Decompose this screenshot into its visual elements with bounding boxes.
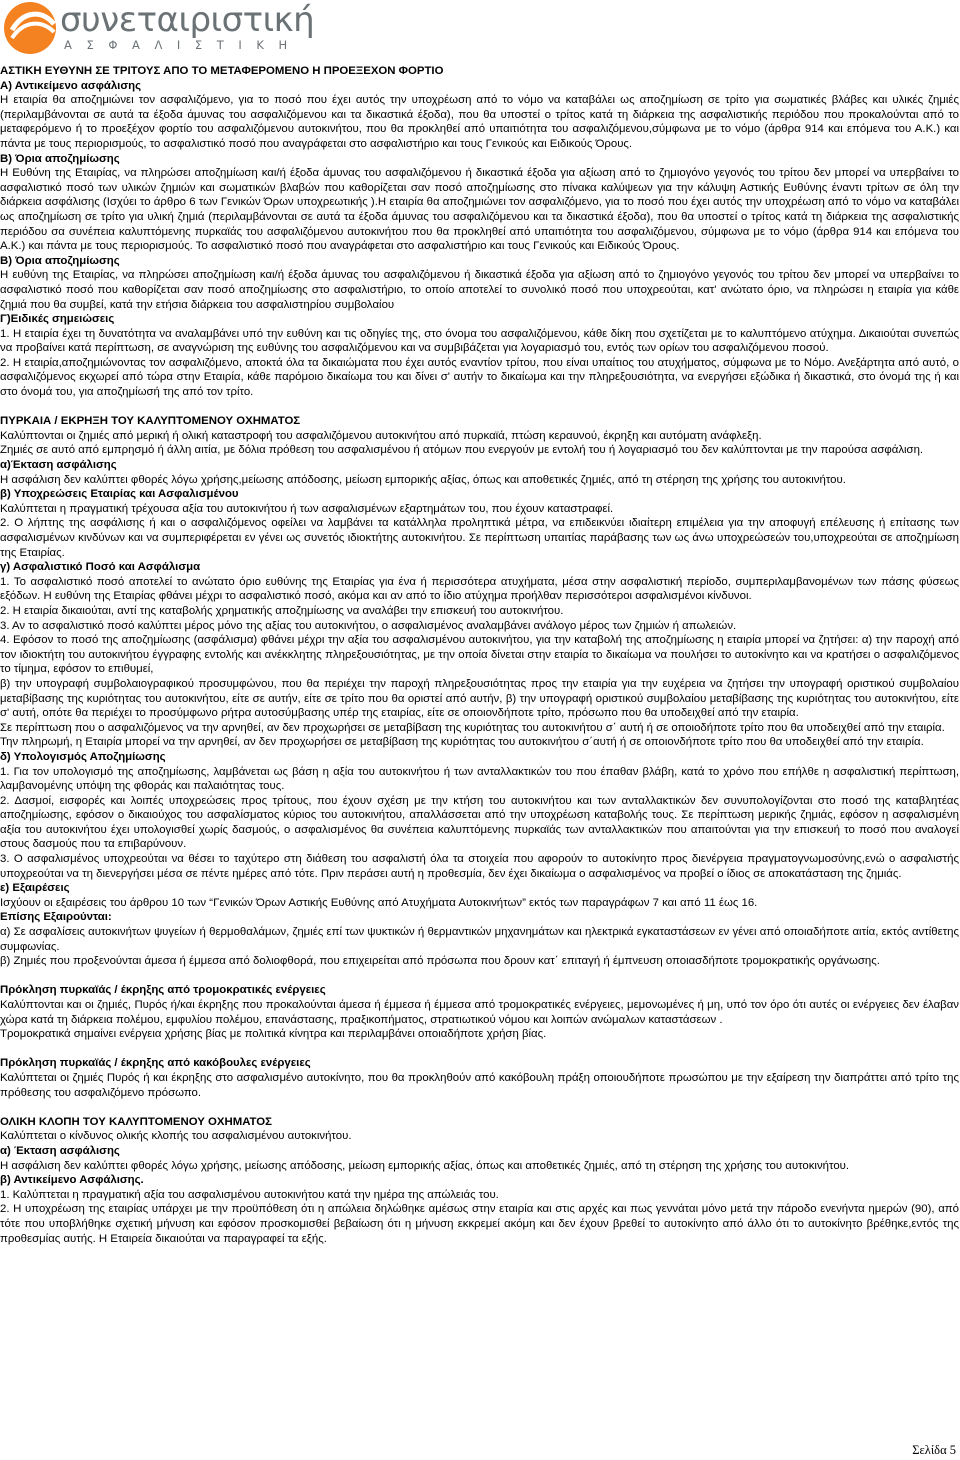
section-heading: β) Υποχρεώσεις Εταιρίας και Ασφαλισμένου (0, 488, 239, 501)
paragraph: Η ασφάλιση δεν καλύπτει φθορές λόγω χρήσης,μείωσης απόδοσης, μείωση εμπορικής αξίας, όπως και αποθετικές ζημιές, από τη στέρηση της χρήσης του αυτοκινήτου. (0, 473, 846, 486)
paragraph: Ζημιές σε αυτό από εμπρησμό ή άλλη αιτία, με δόλια πρόθεση του ασφαλισμένου ή ατόμων που ενεργούν με εντολή του ή λογαριασμό του δεν καλύπτονται με την παρούσα ασφάλιση. (0, 444, 924, 457)
paragraph: 1. Για τον υπολογισμό της αποζημίωσης, λαμβάνεται ως βάση η αξία του αυτοκινήτου ή των ανταλλακτικών του που έπαθαν βλάβη, κατά το χρόνο που επήλθε η ασφαλιστική περίπτωση, λαμβανομένης υπόψη της φθοράς και παλαιότητας τους. (0, 765, 959, 793)
section-heading: δ) Υπολογισμός Αποζημίωσης (0, 750, 166, 763)
paragraph: β) Ζημιές που προξενούνται άμεσα ή έμμεσα από δολιοφθορά, που επιχειρείται από πρόσωπα που δρουν κατ΄ επιταγή ή έμπνευση οποιασδήποτε τρομοκρατικής οργάνωσης. (0, 955, 880, 968)
paragraph: Καλύπτονται και οι ζημιές, Πυρός ή/και έκρηξης που προκαλούνται άμεσα ή έμμεσα ή έμμεσα από τρομοκρατικές ενέργειες, μεμονωμένες ή μη, υπό τον όρο ότι αυτές οι ενέργειες δεν έλαβαν χώρα κατά τη διάρκεια πολέμου, εμφυλίου πολέμου, επανάστασης, πραξικοπήματος, στρατιωτικού νόμου και λοιπών ανώμαλων καταστάσεων . (0, 999, 959, 1026)
paragraph: Η εταιρία θα αποζημιώνει τον ασφαλιζόμενο, για το ποσό που έχει αυτός την υποχρέωση από το νόμο να καταβάλει ως αποζημίωση σε τρίτο για σωματικές βλάβες και υλικές ζημιές (περιλαμβάνονται σε αυτά τα έξοδα άμυνας του ασφαλιζόμενου και τα δικαστικά έξοδα), που θα υποστεί ο τρίτος κατά τη διάρκεια της ασφαλιστικής περιόδου που προκαλούνται από το μεταφερόμενο ή το προεξέχον φορτίο του ασφαλιζόμενου αυτοκινήτου, που θα προκληθεί από υπαιτιότητα του ασφαλιζόμενου,σύμφωνα με το νόμο (άρθρα 914 και επόμενα του Α.Κ.) και πάντα με τους περιορισμούς, το ασφαλιστικό ποσό που αναγράφεται στο ασφαλιστήριο και τους Γενικούς και Ειδικούς Όρους. (0, 94, 959, 150)
company-name: συνεταιριστική (60, 0, 315, 40)
paragraph-gap (0, 400, 959, 415)
paragraph: Την πληρωμή, η Εταιρία μπορεί να την αρνηθεί, αν δεν προχωρήσει σε μεταβίβαση της κυριότητας του αυτοκινήτου σ΄αυτή ή σε οποιονδήποτε τρίτο που θα υποδειχθεί από την εταιρία. (0, 736, 924, 749)
paragraph-gap (0, 1100, 959, 1115)
section-heading: α) Έκταση ασφάλισης (0, 1144, 120, 1157)
paragraph-gap (0, 1042, 959, 1057)
paragraph: Καλύπτεται ο κίνδυνος ολικής κλοπής του ασφαλισμένου αυτοκινήτου. (0, 1130, 352, 1143)
section-heading: ε) Εξαιρέσεις (0, 882, 70, 895)
paragraph: Καλύπτονται οι ζημιές από μερική ή ολική καταστροφή του ασφαλιζόμενου αυτοκινήτου από πυρκαϊά, πτώση κεραυνού, έκρηξη και αυτόματη ανάφλεξη. (0, 429, 762, 442)
logo-mark-icon (2, 0, 62, 58)
section-heading: ΠΥΡΚΑΙΑ / ΕΚΡΗΞΗ ΤΟΥ ΚΑΛΥΠΤΟΜΕΝΟΥ ΟΧΗΜΑΤΟΣ (0, 415, 301, 428)
paragraph: Η ευθύνη της Εταιρίας, να πληρώσει αποζημίωση και/ή έξοδα άμυνας του ασφαλιζόμενου ή δικαστικά έξοδα για αξίωση από το ζημιογόνο γεγονός του τρίτου δεν μπορεί να υπερβαίνει το ασφαλιστικό ποσό που καθορίζεται σαν ποσό αποζημίωσης στο ασφαλιστήριο, το οποίο αποτελεί το συνολικό ποσό που υποχρεούται, κατ' ανώτατο όριο, να πληρώσει η εταιρία για κάθε ζημιά που θα συμβεί, κατά την ετήσια διάρκεια του ασφαλιστηρίου συμβολαίου (0, 269, 959, 311)
paragraph: β) την υπογραφή συμβολαιογραφικού προσυμφώνου, που θα περιέχει την παροχή πληρεξουσιότητας προς την εταιρία για την ευχέρεια να ζητήσει την υπογραφή οριστικού συμβολαίου μεταβίβασης της κυριότητας του αυτοκινήτου, είτε σε αυτήν, είτε σε τρίτο που θα οριστεί από αυτήν, β) την υπογραφή οριστικού συμβολαίου μεταβίβασης της κυριότητας του αυτοκινήτου, είτε σ' αυτή, οπότε θα περιέχει το προσύμφωνο ρήτρα αυτοσύμβασης υπέρ της εταιρίας, είτε σε οποιονδήποτε τρίτο, πρόσωπο που θα υποδειχθεί από την εταιρία. (0, 677, 959, 720)
section-heading: Β) Όρια αποζημίωσης (0, 254, 120, 267)
paragraph: Η Ευθύνη της Εταιρίας, να πληρώσει αποζημίωση και/ή έξοδα άμυνας του ασφαλιζόμενου ή δικαστικά έξοδα για αξίωση από το ζημιογόνο γεγονός του τρίτου δεν μπορεί να υπερβαίνει το ασφαλιστικό ποσό των υλικών ζημιών και σωματικών βλαβών που καθορίζεται σαν ποσό αποζημίωσης στο πίνακα καλύψεων για την κάλυψη Αστικής Ευθύνης έναντι τρίτων σε όλη την διάρκεια ασφάλισης (Ισχύει το άρθρο 6 των Γενικών Όρων υποχρεωτικής ).Η εταιρία θα αποζημιώνει τον ασφαλιζόμενο, για το ποσό που έχει αυτός την υποχρέωση από το νόμο να καταβάλει ως αποζημίωση σε τρίτο για υλική ζημιά (περιλαμβάνονται σε αυτά τα έξοδα άμυνας του ασφαλιζόμενου και τα δικαστικά έξοδα), που θα υποστεί ο τρίτος κατά τη διάρκεια της ασφαλιστικής περιόδου σα συνέπεια καλυπτόμενης πυρκαϊάς του ασφαλιζόμενου αυτοκινήτου που θα προκληθεί από υπαιτιότητα του ασφαλιζόμενου, σύμφωνα με το νόμο (άρθρα 914 και επόμενα του Α.Κ.) και πάντα με τους περιορισμούς. Το ασφαλιστικό ποσό που αναγράφεται στο ασφαλιστήριο και τους Γενικούς και Ειδικούς Όρους. (0, 167, 959, 253)
paragraph: α) Σε ασφαλίσεις αυτοκινήτων ψυγείων ή θερμοθαλάμων, ζημιές επί των ψυκτικών ή θερμαντικών μηχανημάτων και ηλεκτρικά εγκαταστάσεων εν γένει από οποιαδήποτε αιτία, εκτός αντίθετης συμφωνίας. (0, 926, 959, 953)
paragraph: 3. Αν το ασφαλιστικό ποσό καλύπτει μέρος μόνο της αξίας του αυτοκινήτου, ο ασφαλισμένος αναλαμβάνει ανάλογο μέρος των ζημιών ή απωλειών. (0, 619, 737, 632)
paragraph: 2. Ο λήπτης της ασφάλισης ή και ο ασφαλιζόμενος οφείλει να λαμβάνει τα κατάλληλα προληπτικά μέτρα, να επιδεικνύει ιδιαίτερη επιμέλεια για την αποφυγή επέλευσης ή επίτασης των ασφαλισμένων κινδύνων και να συμπεριφέρεται εν γένει ως συνετός ιδιοκτήτης αυτοκινήτου. Σε περίπτωση υπαιτίας παράβασης των ως άνω υποχρεώσεών του,υποχρεούται σε αποζημίωση της Εταιρίας. (0, 517, 959, 559)
paragraph: 2. Η εταιρία δικαιούται, αντί της καταβολής χρηματικής αποζημίωσης να αναλάβει την επισκευή του αυτοκινήτου. (0, 604, 564, 617)
page-number: Σελίδα 5 (912, 1443, 956, 1457)
section-heading: Α) Αντικείμενο ασφάλισης (0, 79, 142, 92)
paragraph: Καλύπτεται η πραγματική τρέχουσα αξία του αυτοκινήτου ή των ασφαλισμένων εξαρτημάτων του, που έχουν καταστραφεί. (0, 502, 614, 515)
section-heading: Β) Όρια αποζημίωσης (0, 152, 120, 165)
company-subtitle: ΑΣΦΑΛΙΣΤΙΚΗ (64, 38, 302, 52)
paragraph: 3. Ο ασφαλισμένος υποχρεούται να θέσει το ταχύτερο στη διάθεση του ασφαλιστή όλα τα στοιχεία που αφορούν το αυτοκίνητο προς διενέργεια πραγματογνωμοσύνης,ενώ ο ασφαλιστής υποχρεούται να τη διενεργήσει μέσα σε πέντε ημέρες από τότε. Πριν περάσει αυτή η προθεσμία, δεν έχει δικαίωμα ο ασφαλισμένος να προβεί ο ίδιος σε αποκατάσταση της ζημιάς. (0, 853, 959, 880)
company-logo (2, 0, 342, 58)
paragraph-gap (0, 969, 959, 984)
paragraph: Τρομοκρατικά σημαίνει ενέργεια χρήσης βίας με πολιτικά κίνητρα και περιλαμβάνει οποιαδήποτε χρήση βίας. (0, 1028, 547, 1041)
paragraph: Η ασφάλιση δεν καλύπτει φθορές λόγω χρήσης, μείωσης απόδοσης, μείωση εμπορικής αξίας, όπως και αποθετικές ζημιές, από τη στέρηση της χρήσης του αυτοκινήτου. (0, 1159, 850, 1172)
paragraph: 4. Εφόσον το ποσό της αποζημίωσης (ασφάλισμα) φθάνει μέχρι την αξία του ασφαλισμένου αυτοκινήτου, για την καταβολή της αποζημίωσης η εταιρία μπορεί να ζητήσει: α) την παροχή από τον ιδιοκτήτη του αυτοκινήτου έγγραφης εντολής και ανέκκλητης πληρεξουσιότητας, με την οποία δίνεται στην εταιρία το δικαίωμα να πουλήσει το αυτοκίνητο και να κρατήσει ο ασφαλιζόμενος το τίμημα, εφόσον το επιθυμεί, (0, 634, 959, 676)
section-heading: α)Έκταση ασφάλισης (0, 459, 117, 472)
paragraph: 2. Δασμοί, εισφορές και λοιπές υποχρεώσεις προς τρίτους, που έχουν σχέση με την κτήση του αυτοκινήτου και των ανταλλακτικών δεν συνυπολογίζονται στο ποσό της καταβλητέας αποζημίωσης, εφόσον ο δικαιούχος του ασφαλίσματος κύριος του αυτοκινήτου, απαλλάσσεται από την υποχρέωση καταβολής τους. Σε περίπτωση μερικής ζημιάς, εφόσον η ασφαλισμένη αξία του αυτοκινήτου έχει υπολογισθεί χωρίς δασμούς, ο ασφαλισμένος θα συνέπεια καλυπτόμενης πυρκαϊάς των ανταλλακτικών που απαιτούνται για την επισκευή το ποσό που αναλογεί στους δασμούς που τα επιβαρύνουν. (0, 794, 959, 851)
section-heading: β) Αντικείμενο Ασφάλισης. (0, 1174, 144, 1187)
section-heading: ΑΣΤΙΚΗ ΕΥΘΥΝΗ ΣΕ ΤΡΙΤΟΥΣ ΑΠΟ ΤΟ ΜΕΤΑΦΕΡΟΜΕΝΟ Η ΠΡΟΕΞΕΧΟΝ ΦΟΡΤΙΟ (0, 65, 444, 77)
section-heading: Πρόκληση πυρκαϊάς / έκρηξης από κακόβουλες ενέργειες (0, 1057, 311, 1070)
paragraph: 1. Καλύπτεται η πραγματική αξία του ασφαλισμένου αυτοκινήτου κατά την ημέρα της απώλειάς του. (0, 1188, 499, 1201)
document-body (0, 64, 959, 1246)
section-heading: Γ)Ειδικές σημειώσεις (0, 313, 115, 326)
section-heading: ΟΛΙΚΗ ΚΛΟΠΗ ΤΟΥ ΚΑΛΥΠΤΟΜΕΝΟΥ ΟΧΗΜΑΤΟΣ (0, 1115, 272, 1128)
paragraph: 2. Η υποχρέωση της εταιρίας υπάρχει με την προϋπόθεση ότι η απώλεια δηλώθηκε αμέσως στην εταιρία και στις αρχές και πως γεννάται μόνο μετά την πάροδο ενενήντα ημερών (90), από τότε που υποβλήθηκε σχετική μήνυση και εφόσον προσκομισθεί βεβαίωση ότι η μήνυση εκκρεμεί ακόμη και δεν έχουν βρεθεί το αυτοκίνητο από άλλο ότι το αυτοκίνητο βρέθηκε,εντός της προθεσμίας αυτής. Η Εταιρεία δικαιούται να παραγραφεί τα εξής. (0, 1203, 959, 1245)
section-heading: Πρόκληση πυρκαϊάς / έκρηξης από τρομοκρατικές ενέργειες (0, 984, 326, 997)
paragraph: 1. Η εταιρία έχει τη δυνατότητα να αναλαμβάνει υπό την ευθύνη και τις οδηγίες της, στο όνομα του ασφαλιζόμενου, κάθε δίκη που σχετίζεται με το καλυπτόμενο ατύχημα. Δικαιούται συνεπώς να προβαίνει κατά περίπτωση, σε αναγνώριση της ευθύνης του ασφαλιζόμενου και να συμβιβάζεται για λογαριασμό του, εντός των ορίων του ασφαλιζόμενου ποσού. (0, 327, 959, 355)
paragraph: 2. Η εταιρία,αποζημιώνοντας τον ασφαλιζόμενο, αποκτά όλα τα δικαιώματα που έχει αυτός εναντίον τρίτου, που είναι υπαίτιος του ατυχήματος, σύμφωνα με το Νόμο. Ανεξάρτητα από αυτό, ο ασφαλιζόμενος εκχωρεί από τώρα στην Εταιρία, κάθε παρόμοιο δικαίωμα του και δίνει σ' αυτήν το δικαίωμα και την πληρεξουσιότητα, να ενεργήσει εξώδικα ή δικαστικά, στο όνομά της ή και στο όνομά του, για αποζημίωσή της από τον τρίτο. (0, 356, 959, 399)
paragraph: Καλύπτεται οι ζημιές Πυρός ή και έκρηξης στο ασφαλισμένο αυτοκίνητο, που θα προκληθούν από κακόβουλη πράξη οποιουδήποτε πρωσώπου με την εξαίρεση την διαπράττει από τρίτο της πρόθεσης του ασφαλιζόμενο πρόσωπο. (0, 1071, 959, 1099)
paragraph: Ισχύουν οι εξαιρέσεις του άρθρου 10 των “Γενικών Όρων Αστικής Ευθύνης από Ατυχήματα Αυτοκινήτων” εκτός των παραγράφων 7 και από 11 έως 16. (0, 896, 758, 909)
paragraph: Σε περίπτωση που ο ασφαλιζόμενος να την αρνηθεί, αν δεν προχωρήσει σε μεταβίβαση της κυριότητας του αυτοκινήτου σ΄ αυτή ή σε οποιοδήποτε τρίτο που θα υποδειχθεί από την εταιρία. (0, 721, 945, 734)
paragraph: 1. Το ασφαλιστικό ποσό αποτελεί το ανώτατο όριο ευθύνης της Εταιρίας για ένα ή περισσότερα ατυχήματα, μέσα στην ασφαλιστική περίοδο, συμπεριλαμβανομένων των πάσης φύσεως εξόδων. Η ευθύνη της Εταιρίας φθάνει μέχρι το ασφαλιστικό ποσό, ακόμα και αν από το ίδιο ατύχημα προήλθαν περισσότεροι ασφαλισμένοι κίνδυνοι. (0, 575, 959, 603)
section-heading: Επίσης Εξαιρούνται: (0, 911, 112, 924)
section-heading: γ) Ασφαλιστικό Ποσό και Ασφάλισμα (0, 561, 201, 574)
